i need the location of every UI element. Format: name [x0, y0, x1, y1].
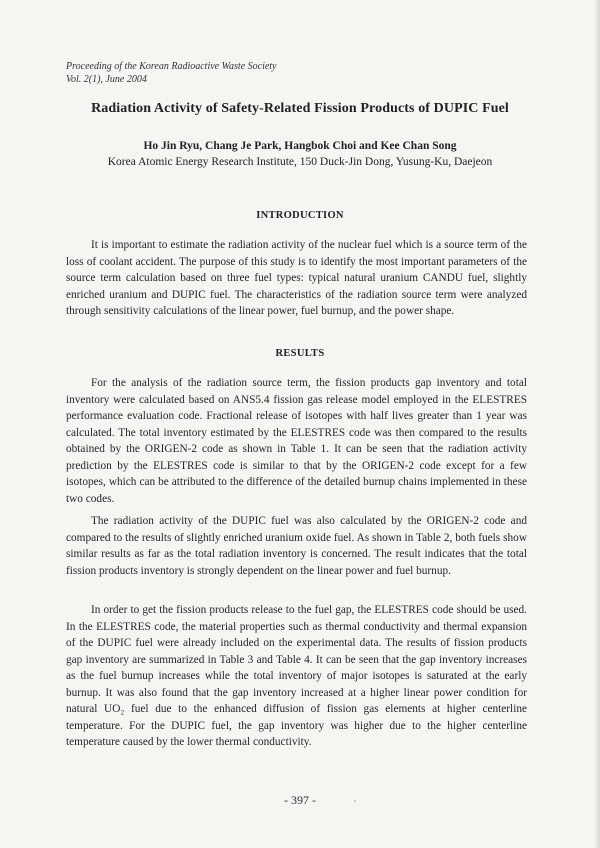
results-paragraph-2: The radiation activity of the DUPIC fuel was also calculated by the ORIGEN-2 code and compared to the results of slightly enriched uranium oxide fuel. As shown in Table 2, both fuels show similar results as far as the total radiation inventory is concerned. The result indicates that the total fission products inventory is strongly dependent on the linear power and fuel burnup. — [66, 515, 527, 577]
journal-volume: Vol. 2(1), June 2004 — [66, 74, 147, 85]
page-number: - 397 - — [284, 793, 316, 807]
journal-header — [66, 60, 277, 86]
section-heading-results: RESULTS — [275, 348, 325, 359]
section-heading-introduction: INTRODUCTION — [256, 210, 344, 221]
scan-edge-shadow — [594, 0, 600, 848]
author-list: Ho Jin Ryu, Chang Je Park, Hangbok Choi and Kee Chan Song — [143, 140, 457, 152]
results-paragraph-1: For the analysis of the radiation source term, the fission products gap inventory and total inventory were calculated based on ANS5.4 fission gas release model employed in the ELESTRES performance evaluation code. Fractional release of isotopes with half lives greater than 1 year was calculated. The total inventory estimated by the ELESTRES code was then compared to the results obtained by the ORIGEN-2 code as shown in Table 1. It can be seen that the radiation activity prediction by the ELESTRES code is similar to that by the ORIGEN-2 code except for a few isotopes, which can be attributed to the difference of the detailed burnup chains implemented in these two codes. — [66, 377, 527, 505]
paper-title: Radiation Activity of Safety-Related Fission Products of DUPIC Fuel — [91, 101, 509, 116]
author-affiliation: Korea Atomic Energy Research Institute, 150 Duck-Jin Dong, Yusung-Ku, Daejeon — [107, 156, 493, 168]
journal-name: Proceeding of the Korean Radioactive Waste Society — [66, 61, 277, 72]
introduction-paragraph: It is important to estimate the radiation activity of the nuclear fuel which is a source term of the loss of coolant accident. The purpose of this study is to identify the most important parameters of the source term calculation based on three fuel types: typical natural uranium CANDU fuel, slightly enriched uranium and DUPIC fuel. The characteristics of the radiation source term were analyzed through sensitivity calculations of the linear power, fuel burnup, and the power shape. — [66, 239, 527, 318]
scan-speck — [354, 800, 356, 802]
results-paragraph-3: In order to get the fission products release to the fuel gap, the ELESTRES code should be used. In the ELESTRES code, the material properties such as thermal conductivity and thermal expansion of the DUPIC fuel were already included on the experimental data. The results of fission products gap inventory are summarized in Table 3 and Table 4. It can be seen that the gap inventory increases as the fuel burnup increases while the total inventory of major isotopes is saturated at the early burnup. It was also found that the gap inventory increased at a higher linear power condition for natural UO₂ fuel due to the enhanced diffusion of fission gas elements at higher centerline temperature. For the DUPIC fuel, the gap inventory was higher due to the higher centerline temperature caused by the lower thermal conductivity. — [66, 604, 527, 749]
